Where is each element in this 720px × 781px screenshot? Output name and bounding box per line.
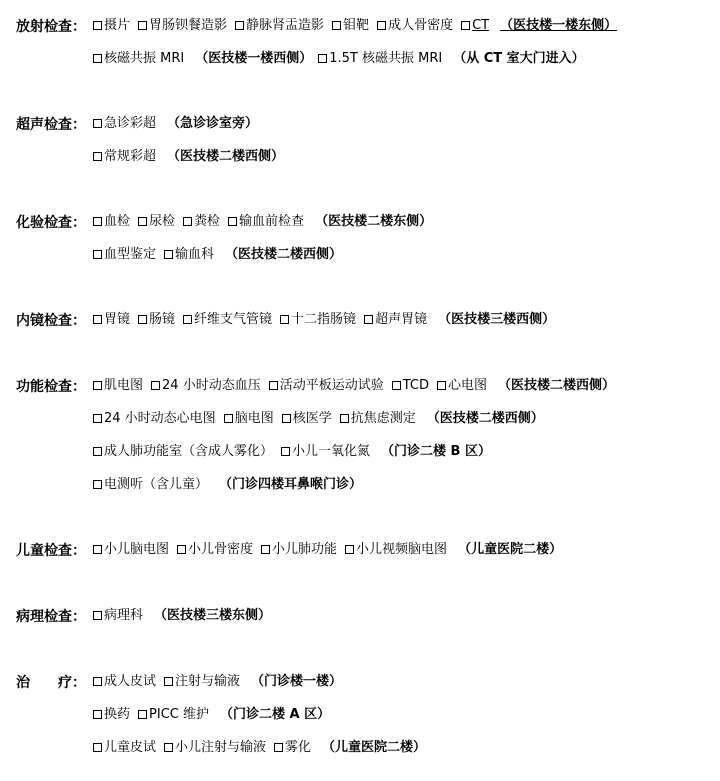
checklist-item-label: 小儿注射与输液 bbox=[175, 740, 267, 755]
checklist-item[interactable] bbox=[93, 442, 273, 462]
checklist-item[interactable] bbox=[93, 310, 130, 330]
checklist-item-label: 胃肠钡餐造影 bbox=[149, 18, 228, 33]
checklist-item-label: 成人皮试 bbox=[104, 674, 157, 689]
checkbox[interactable] bbox=[318, 54, 327, 63]
checklist-item[interactable] bbox=[437, 376, 487, 396]
location-note: （医技楼三楼东侧） bbox=[154, 608, 272, 623]
checkbox[interactable] bbox=[93, 743, 102, 752]
checklist-item[interactable] bbox=[332, 16, 369, 36]
checkbox[interactable] bbox=[437, 381, 446, 390]
section-heading: 功能检查： bbox=[16, 379, 86, 395]
checkbox[interactable] bbox=[93, 152, 102, 161]
checklist-item-label: 粪检 bbox=[194, 214, 221, 229]
checkbox[interactable] bbox=[151, 381, 160, 390]
location-note: （医技楼二楼西侧） bbox=[426, 411, 544, 426]
location-note: （儿童医院二楼） bbox=[322, 740, 427, 755]
location-note: （门诊四楼耳鼻喉门诊） bbox=[219, 477, 363, 492]
checkbox[interactable] bbox=[461, 21, 470, 30]
checkbox[interactable] bbox=[164, 677, 173, 686]
checklist-item-label: 肠镜 bbox=[149, 312, 176, 327]
checklist-item[interactable] bbox=[345, 540, 447, 560]
checkbox[interactable] bbox=[274, 743, 283, 752]
checkbox[interactable] bbox=[392, 381, 401, 390]
checklist-item[interactable] bbox=[164, 738, 266, 758]
checkbox[interactable] bbox=[280, 315, 289, 324]
checklist-line bbox=[93, 705, 330, 725]
checklist-item-label: 十二指肠镜 bbox=[291, 312, 357, 327]
location-note: （门诊二楼 A 区） bbox=[219, 707, 331, 722]
checklist-line bbox=[93, 245, 342, 265]
checklist-item[interactable] bbox=[364, 310, 427, 330]
checklist-item[interactable] bbox=[151, 376, 261, 396]
checklist-line bbox=[93, 376, 615, 396]
location-note: （从 CT 室大门进入） bbox=[453, 51, 585, 66]
checklist-item[interactable] bbox=[318, 49, 442, 69]
checklist-item-label: 电测听（含儿童） bbox=[104, 477, 209, 492]
checklist-item-label: 常规彩超 bbox=[104, 149, 157, 164]
checklist-item[interactable] bbox=[183, 212, 220, 232]
checkbox[interactable] bbox=[138, 21, 147, 30]
location-note: （医技楼二楼西侧） bbox=[225, 247, 343, 262]
checklist-item-label: 24 小时动态血压 bbox=[162, 378, 261, 393]
checklist-item[interactable] bbox=[93, 49, 184, 69]
checklist-item-label: 核医学 bbox=[292, 411, 332, 426]
checklist-item[interactable] bbox=[93, 738, 156, 758]
checkbox[interactable] bbox=[93, 54, 102, 63]
checklist-line bbox=[93, 409, 544, 429]
checkbox[interactable] bbox=[228, 217, 237, 226]
checkbox[interactable] bbox=[164, 743, 173, 752]
checklist-item[interactable] bbox=[177, 540, 253, 560]
checklist-item-label: 小儿肺功能 bbox=[272, 542, 338, 557]
checklist-item-label: PICC 维护 bbox=[149, 707, 209, 722]
checklist-item[interactable] bbox=[461, 16, 489, 36]
checklist-item[interactable] bbox=[93, 606, 143, 626]
checkbox[interactable] bbox=[224, 414, 233, 423]
section-heading: 病理检查： bbox=[16, 609, 86, 625]
checklist-item-label: 病理科 bbox=[104, 608, 144, 623]
checkbox[interactable] bbox=[93, 611, 102, 620]
checklist-item-label: 肌电图 bbox=[104, 378, 144, 393]
checkbox[interactable] bbox=[93, 414, 102, 423]
checkbox[interactable] bbox=[183, 315, 192, 324]
checklist-item-label: 核磁共振 MRI bbox=[104, 51, 185, 66]
section-heading: 超声检查： bbox=[16, 117, 86, 133]
checklist-line bbox=[93, 212, 432, 232]
checkbox[interactable] bbox=[345, 545, 354, 554]
checklist-item[interactable] bbox=[93, 376, 143, 396]
checkbox[interactable] bbox=[364, 315, 373, 324]
checklist-item[interactable] bbox=[224, 409, 274, 429]
checklist-item-label: 摄片 bbox=[104, 18, 131, 33]
section-heading: 化验检查： bbox=[16, 215, 86, 231]
location-note: （儿童医院二楼） bbox=[458, 542, 563, 557]
checklist-item-label: 血检 bbox=[104, 214, 131, 229]
checklist-item[interactable] bbox=[377, 16, 453, 36]
checklist-item[interactable] bbox=[93, 212, 130, 232]
checkbox[interactable] bbox=[93, 480, 102, 489]
checklist-item[interactable] bbox=[93, 147, 156, 167]
checklist-item[interactable] bbox=[138, 212, 175, 232]
checklist-item[interactable] bbox=[93, 409, 216, 429]
checklist-line bbox=[93, 475, 362, 495]
checklist-item[interactable] bbox=[93, 540, 169, 560]
checklist-item-label: TCD bbox=[402, 378, 429, 393]
checklist-item[interactable] bbox=[281, 442, 370, 462]
location-note: （医技楼二楼西侧） bbox=[498, 378, 616, 393]
checklist-line bbox=[93, 442, 491, 462]
checklist-item[interactable] bbox=[261, 540, 337, 560]
checklist-item-label: 小儿脑电图 bbox=[104, 542, 170, 557]
checkbox[interactable] bbox=[93, 710, 102, 719]
checkbox[interactable] bbox=[138, 710, 147, 719]
checkbox[interactable] bbox=[93, 119, 102, 128]
section-heading: 治 疗： bbox=[16, 675, 86, 691]
checklist-item-label: 小儿骨密度 bbox=[188, 542, 254, 557]
checkbox[interactable] bbox=[93, 217, 102, 226]
checkbox[interactable] bbox=[93, 447, 102, 456]
checklist-item[interactable] bbox=[138, 310, 175, 330]
checklist-item[interactable] bbox=[164, 672, 240, 692]
checkbox[interactable] bbox=[261, 545, 270, 554]
checklist-item-label: 超声胃镜 bbox=[375, 312, 428, 327]
checklist-item[interactable] bbox=[164, 245, 214, 265]
checklist-item[interactable] bbox=[280, 310, 356, 330]
location-note: （门诊楼一楼） bbox=[251, 674, 343, 689]
checklist-line bbox=[93, 540, 562, 560]
checklist-item-label: 钼靶 bbox=[343, 18, 370, 33]
checklist-item[interactable] bbox=[93, 475, 208, 495]
checklist-item[interactable] bbox=[392, 376, 429, 396]
checklist-item-label: 24 小时动态心电图 bbox=[104, 411, 216, 426]
checklist-item[interactable] bbox=[228, 212, 304, 232]
section-heading: 放射检查： bbox=[16, 19, 86, 35]
checklist-item[interactable] bbox=[93, 672, 156, 692]
section-heading: 内镜检查： bbox=[16, 313, 86, 329]
checklist-line bbox=[93, 310, 555, 330]
checklist-item-label: 急诊彩超 bbox=[104, 116, 157, 131]
checklist-line bbox=[93, 16, 617, 36]
checkbox[interactable] bbox=[93, 677, 102, 686]
checkbox[interactable] bbox=[138, 217, 147, 226]
checklist-item-label: CT bbox=[472, 18, 490, 33]
checklist-line bbox=[93, 672, 342, 692]
checklist-item-label: 成人肺功能室（含成人雾化） bbox=[104, 444, 274, 459]
checklist-item-label: 小儿视频脑电图 bbox=[356, 542, 448, 557]
checklist-item-label: 小儿一氧化氮 bbox=[292, 444, 371, 459]
checkbox[interactable] bbox=[332, 21, 341, 30]
checklist-item-label: 纤维支气管镜 bbox=[194, 312, 273, 327]
location-note: （医技楼三楼西侧） bbox=[438, 312, 556, 327]
section-heading: 儿童检查： bbox=[16, 543, 86, 559]
checklist-item-label: 换药 bbox=[104, 707, 131, 722]
checklist-item-label: 血型鉴定 bbox=[104, 247, 157, 262]
checklist-item[interactable] bbox=[93, 705, 130, 725]
checklist-item-label: 输血科 bbox=[175, 247, 215, 262]
checkbox[interactable] bbox=[377, 21, 386, 30]
location-note: （医技楼二楼西侧） bbox=[167, 149, 285, 164]
checklist-item[interactable] bbox=[340, 409, 416, 429]
checkbox[interactable] bbox=[164, 250, 173, 259]
checkbox[interactable] bbox=[235, 21, 244, 30]
checkbox[interactable] bbox=[340, 414, 349, 423]
checklist-item-label: 1.5T 核磁共振 MRI bbox=[329, 51, 443, 66]
checklist-item-label: 心电图 bbox=[448, 378, 488, 393]
checklist-item[interactable] bbox=[183, 310, 272, 330]
checkbox[interactable] bbox=[93, 21, 102, 30]
checklist-item-label: 成人骨密度 bbox=[388, 18, 454, 33]
checklist-item[interactable] bbox=[282, 409, 332, 429]
checkbox[interactable] bbox=[281, 447, 290, 456]
location-note: （急诊诊室旁） bbox=[167, 116, 259, 131]
checklist-item[interactable] bbox=[269, 376, 384, 396]
checklist-line bbox=[93, 738, 426, 758]
checklist-item-label: 雾化 bbox=[285, 740, 312, 755]
checkbox[interactable] bbox=[138, 315, 147, 324]
checklist-line bbox=[93, 49, 585, 69]
checklist-item-label: 注射与输液 bbox=[175, 674, 241, 689]
checklist-line bbox=[93, 114, 258, 134]
checklist-item[interactable] bbox=[93, 114, 156, 134]
checklist-item-label: 尿检 bbox=[149, 214, 176, 229]
checklist-item-label: 输血前检查 bbox=[239, 214, 305, 229]
checklist-item-label: 胃镜 bbox=[104, 312, 131, 327]
location-note: （医技楼二楼东侧） bbox=[315, 214, 433, 229]
checkbox[interactable] bbox=[177, 545, 186, 554]
checklist-item[interactable] bbox=[274, 738, 311, 758]
location-note: （医技楼一楼西侧） bbox=[195, 51, 313, 66]
checklist-item-label: 静脉肾盂造影 bbox=[246, 18, 325, 33]
checkbox[interactable] bbox=[282, 414, 291, 423]
checkbox[interactable] bbox=[93, 381, 102, 390]
checkbox[interactable] bbox=[269, 381, 278, 390]
location-note: （门诊二楼 B 区） bbox=[381, 444, 491, 459]
checklist-item-label: 脑电图 bbox=[234, 411, 274, 426]
checklist-item-label: 儿童皮试 bbox=[104, 740, 157, 755]
checkbox[interactable] bbox=[93, 250, 102, 259]
checklist-item[interactable] bbox=[93, 245, 156, 265]
checklist-item[interactable] bbox=[235, 16, 324, 36]
checkbox[interactable] bbox=[183, 217, 192, 226]
checklist-line bbox=[93, 606, 271, 626]
checklist-item[interactable] bbox=[93, 16, 130, 36]
checklist-item-label: 抗焦虑测定 bbox=[350, 411, 416, 426]
checklist-item[interactable] bbox=[138, 16, 227, 36]
location-note: （医技楼一楼东侧） bbox=[500, 18, 618, 33]
checkbox[interactable] bbox=[93, 545, 102, 554]
checklist-item-label: 活动平板运动试验 bbox=[279, 378, 384, 393]
checkbox[interactable] bbox=[93, 315, 102, 324]
checklist-item[interactable] bbox=[138, 705, 209, 725]
checklist-line bbox=[93, 147, 284, 167]
